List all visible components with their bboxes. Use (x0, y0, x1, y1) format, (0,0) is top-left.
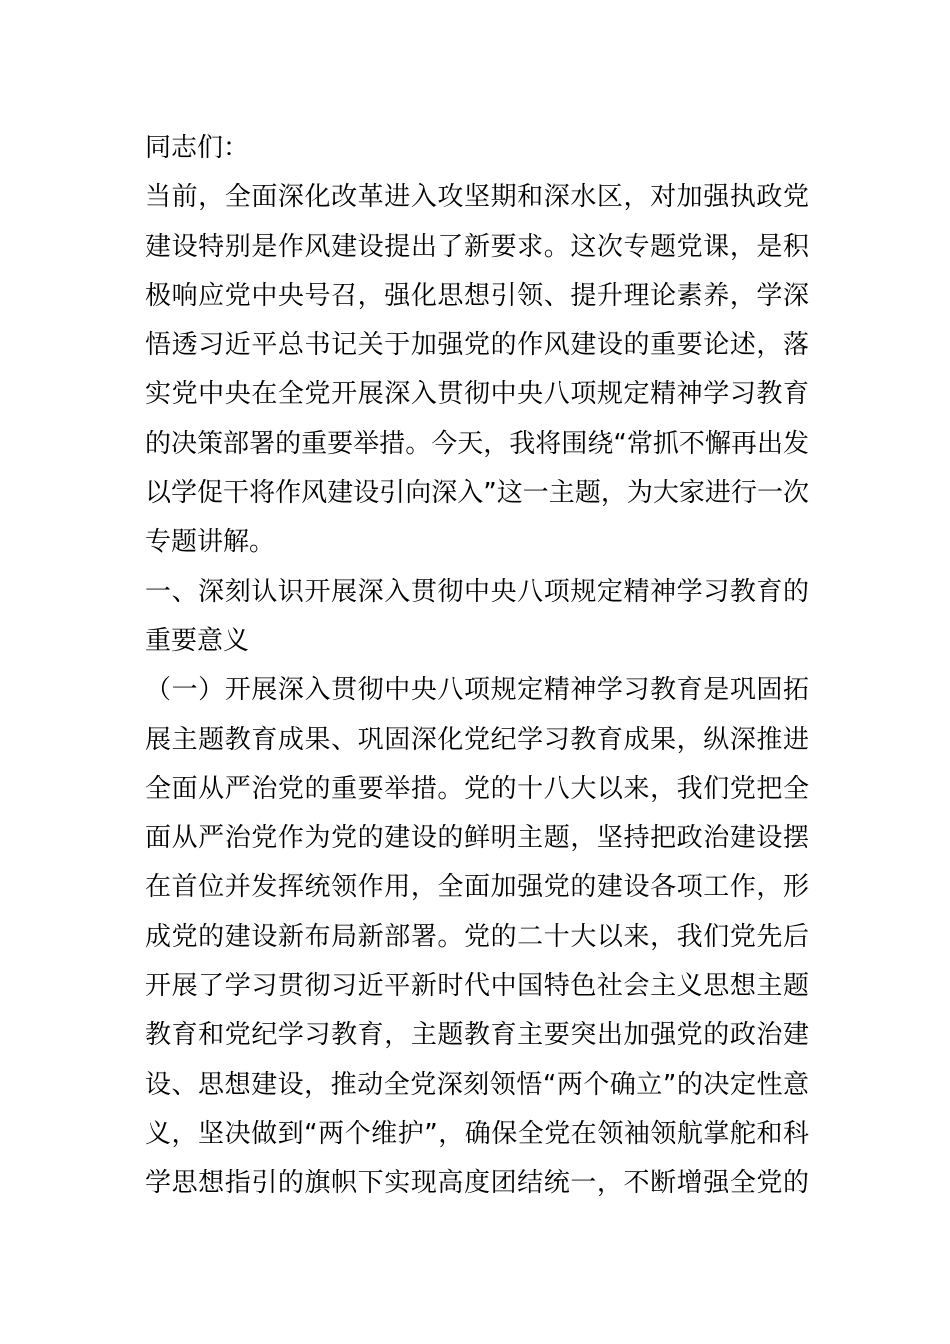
greeting: 同志们： (145, 133, 250, 163)
body-line: 展主题教育成果、巩固深化党纪学习教育成果，纵深推进 (145, 724, 809, 755)
intro-line: 实党中央在全党开展深入贯彻中央八项规定精神学习教育 (145, 379, 809, 410)
intro-line: 悟透习近平总书记关于加强党的作风建设的重要论述，落 (145, 330, 809, 361)
body-line: （一）开展深入贯彻中央八项规定精神学习教育是巩固拓 (145, 675, 809, 706)
section-heading: 一、深刻认识开展深入贯彻中央八项规定精神学习教育的 (145, 576, 809, 607)
body-line: 在首位并发挥统领作用，全面加强党的建设各项工作，形 (145, 872, 809, 903)
body-line: 义，坚决做到“两个维护”，确保全党在领袖领航掌舵和科 (145, 1118, 809, 1149)
body-line: 教育和党纪学习教育，主题教育主要突出加强党的政治建 (145, 1020, 809, 1051)
body-line: 学思想指引的旗帜下实现高度团结统一，不断增强全党的 (145, 1168, 809, 1199)
intro-line: 当前，全面深化改革进入攻坚期和深水区，对加强执政党 (145, 182, 809, 213)
section-heading: 重要意义 (145, 625, 250, 656)
body-line: 成党的建设新布局新部署。党的二十大以来，我们党先后 (145, 921, 809, 952)
body-line: 全面从严治党的重要举措。党的十八大以来，我们党把全 (145, 773, 809, 804)
document-body (145, 124, 809, 1209)
intro-line: 的决策部署的重要举措。今天，我将围绕“常抓不懈再出发 (145, 428, 809, 459)
intro-line: 建设特别是作风建设提出了新要求。这次专题党课，是积 (145, 231, 809, 262)
intro-line: 极响应党中央号召，强化思想引领、提升理论素养，学深 (145, 280, 809, 311)
body-line: 开展了学习贯彻习近平新时代中国特色社会主义思想主题 (145, 971, 809, 1002)
intro-line: 专题讲解。 (145, 527, 276, 558)
body-line: 设、思想建设，推动全党深刻领悟“两个确立”的决定性意 (145, 1069, 809, 1100)
intro-line: 以学促干将作风建设引向深入”这一主题，为大家进行一次 (145, 478, 809, 509)
body-line: 面从严治党作为党的建设的鲜明主题，坚持把政治建设摆 (145, 823, 809, 854)
